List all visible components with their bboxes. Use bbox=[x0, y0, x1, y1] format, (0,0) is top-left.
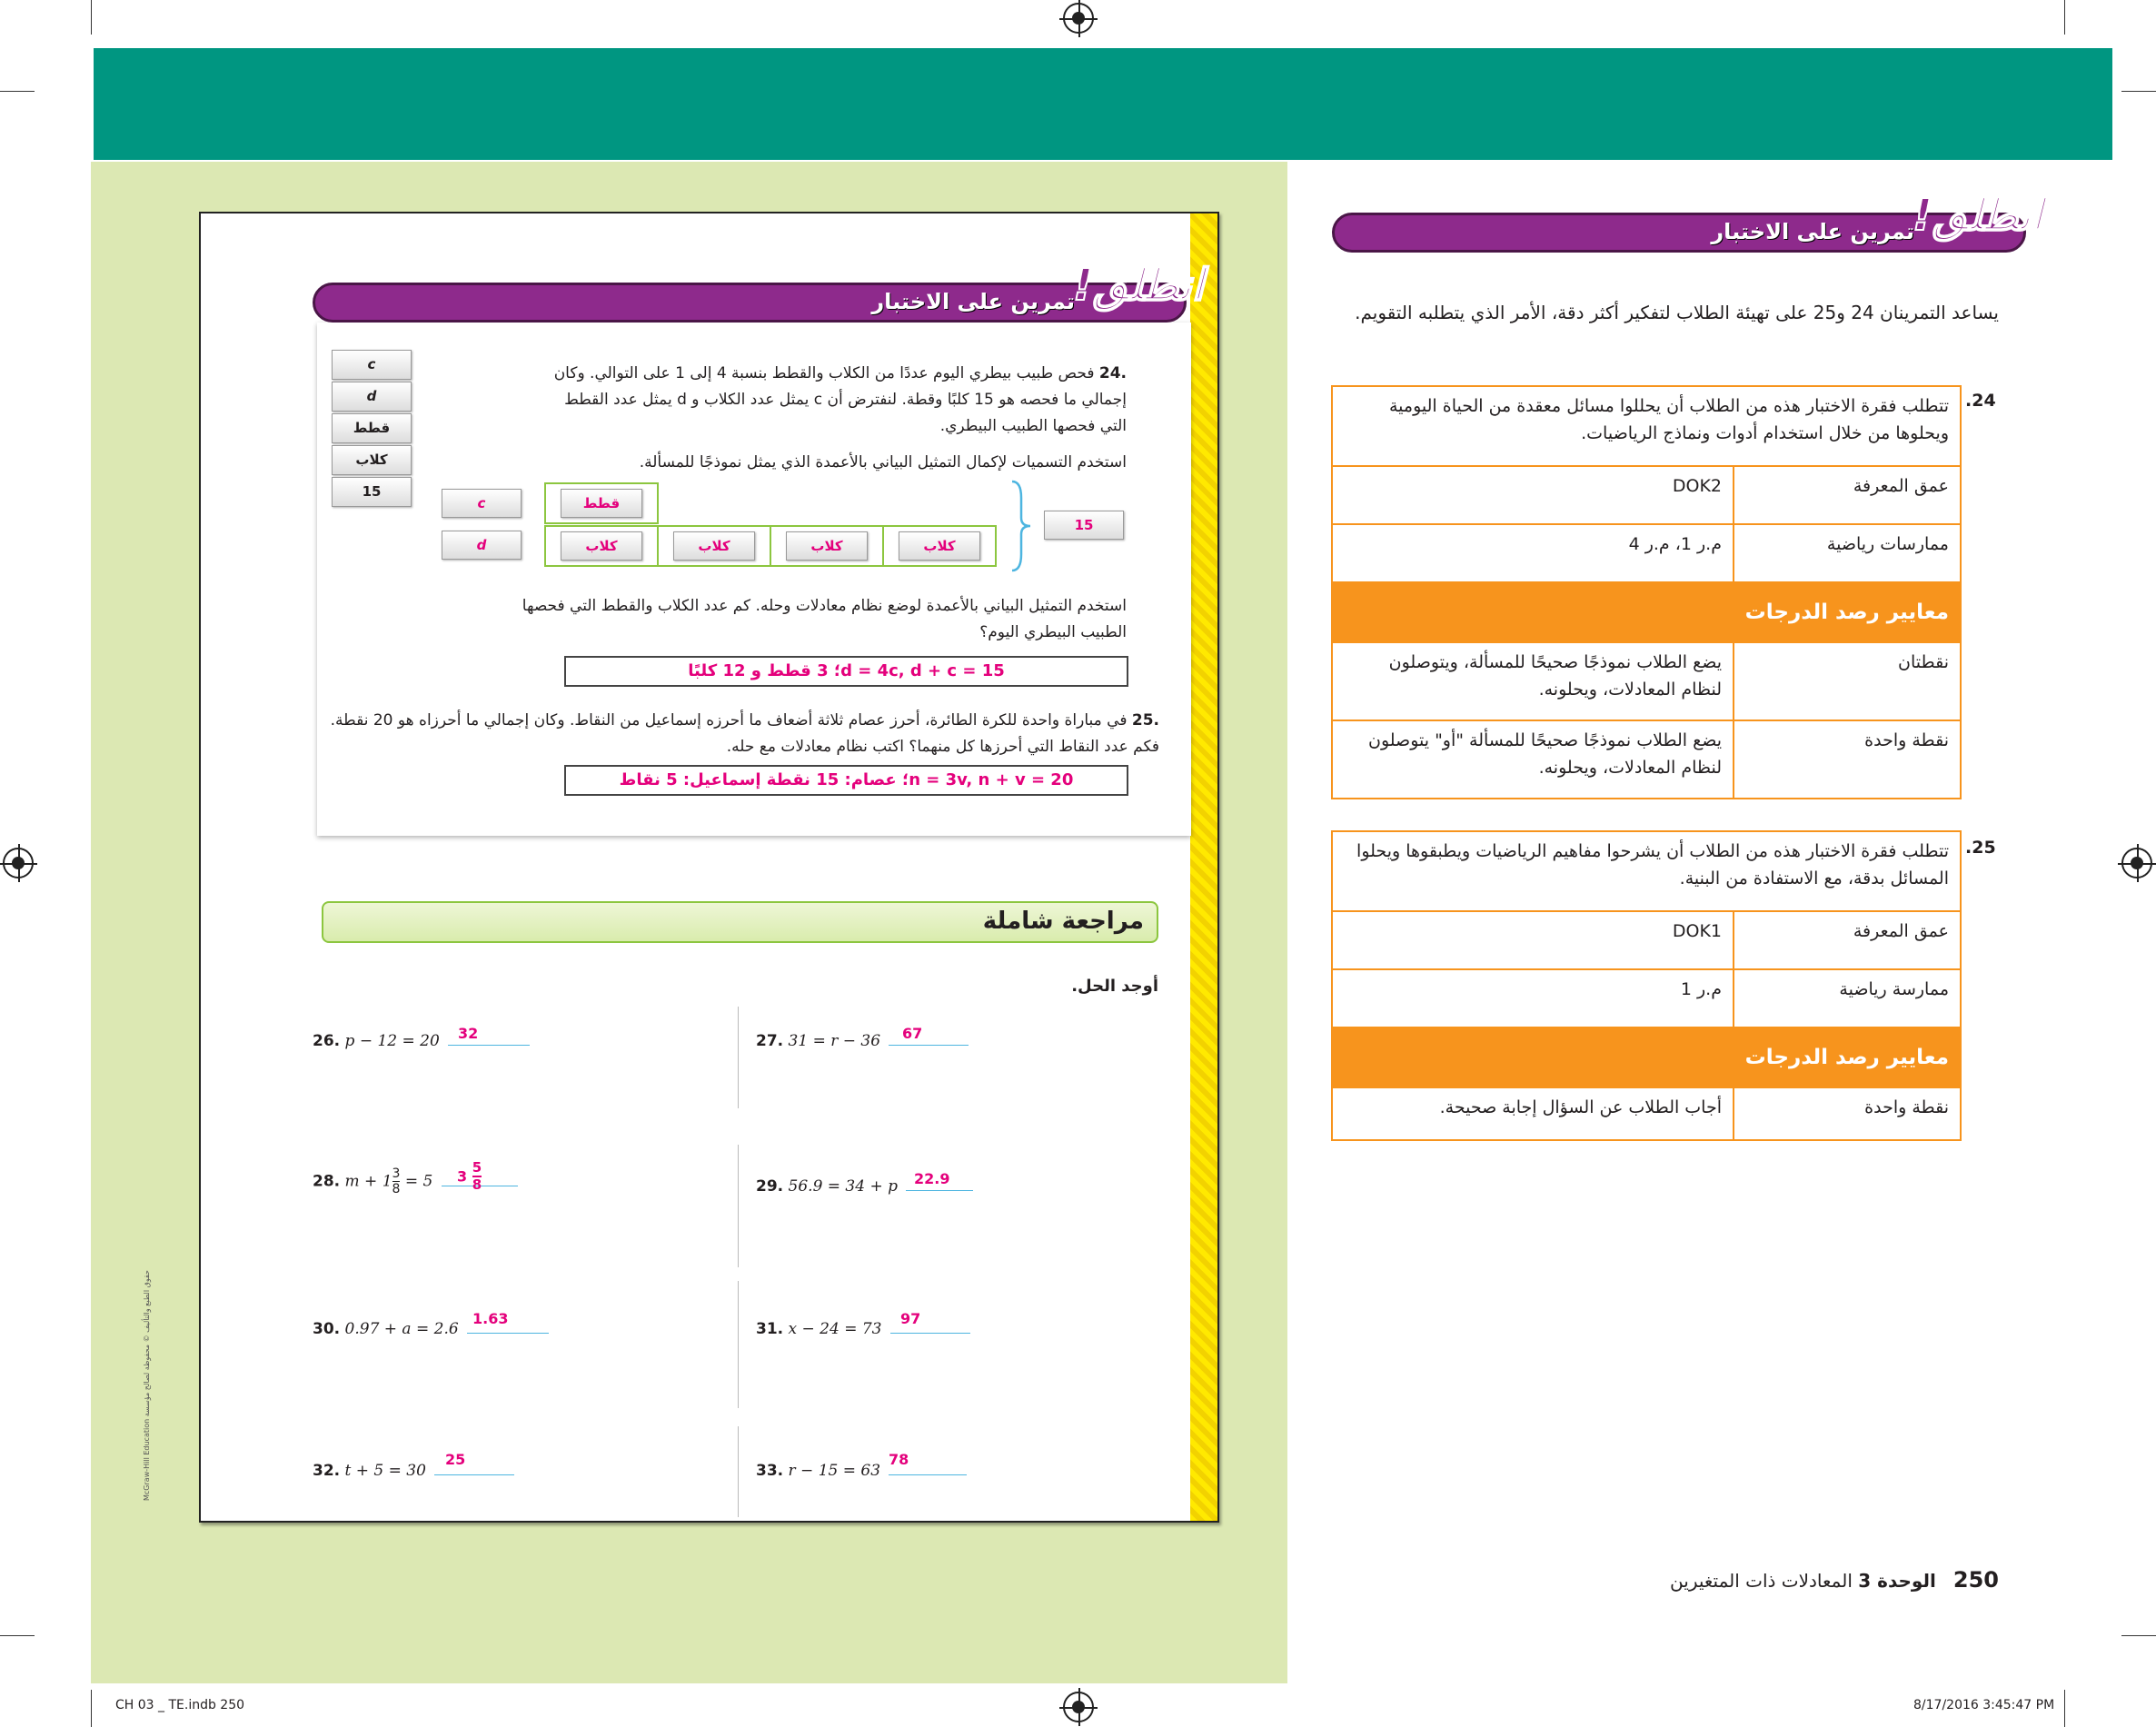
bar-dogs-cell-2 bbox=[657, 525, 771, 567]
bar-dogs-cell-4 bbox=[882, 525, 997, 567]
t24-rubric-header: معايير رصد الدرجات bbox=[1332, 582, 1961, 642]
right-intro: يساعد التمرينان 24 و25 على تهيئة الطلاب لتفكير أكثر دقة، الأمر الذي يتطلبه التقويم. bbox=[1355, 302, 1999, 323]
crop-mark bbox=[2121, 91, 2156, 92]
problem-equation: 31 = r − 36 bbox=[788, 1032, 881, 1050]
page-footer bbox=[1545, 1567, 1999, 1593]
bar-dogs-cell-1 bbox=[544, 525, 659, 567]
review-title: مراجعة شاملة bbox=[982, 908, 1144, 935]
t24-r1-text: يضع الطلاب نموذجًا صحيحًا للمسألة، ويتوصلون لنظام المعادلات، ويحلونه. bbox=[1332, 642, 1734, 720]
answer-26: 32 bbox=[458, 1025, 479, 1042]
q24-text bbox=[536, 361, 1127, 440]
problem-number: 28. bbox=[313, 1172, 341, 1191]
t24-practice-value: م.ر 1، م.ر 4 bbox=[1332, 524, 1734, 582]
t24-dok-value: DOK2 bbox=[1332, 466, 1734, 524]
left-banner-text: تمرين على الاختبار bbox=[871, 289, 1075, 314]
answer-line[interactable] bbox=[906, 1190, 973, 1191]
problem-equation: r − 15 = 63 bbox=[788, 1462, 881, 1480]
bar-model-var-d[interactable]: d bbox=[442, 531, 522, 560]
label-tile-d[interactable]: d bbox=[332, 382, 412, 412]
q24-instruction-1: استخدم التسميات لإكمال التمثيل البياني بالأعمدة الذي يمثل نموذجًا للمسألة. bbox=[639, 453, 1127, 471]
t25-dok-value: DOK1 bbox=[1332, 911, 1734, 969]
q25-body: في مباراة واحدة للكرة الطائرة، أحرز عصام ثلاثة أضعاف ما أحرزه إسماعيل من النقاط. وكان إجمالي ما أحرزاه هو 20 نقطة. فكم عدد النقاط التي أحرزها كل منهما؟ اكتب نظام معادلات مع حله. bbox=[330, 711, 1159, 756]
column-divider bbox=[738, 1145, 739, 1267]
crop-mark bbox=[2064, 0, 2065, 35]
bar-dogs-slot-1[interactable]: كلاب bbox=[561, 531, 642, 561]
q24-instruction-2: استخدم التمثيل البياني بالأعمدة لوضع نظام معادلات وحله. كم عدد الكلاب والقطط التي فحصها الطبيب البيطري اليوم؟ bbox=[522, 597, 1127, 641]
bar-cats-slot[interactable]: قطط bbox=[561, 489, 642, 518]
problem-28 bbox=[313, 1166, 518, 1196]
slug-datetime: 8/17/2016 3:45:47 PM bbox=[1913, 1698, 2055, 1712]
review-banner bbox=[322, 901, 1158, 943]
crop-mark bbox=[0, 1635, 35, 1636]
problem-number: 30. bbox=[313, 1320, 341, 1338]
registration-mark-left bbox=[3, 848, 34, 878]
rubric-24 bbox=[1331, 385, 1962, 799]
answer-31: 97 bbox=[900, 1310, 921, 1327]
column-divider bbox=[738, 1281, 739, 1408]
problem-equation-pre: m + 1 bbox=[344, 1172, 392, 1191]
problem-number: 29. bbox=[756, 1177, 784, 1196]
t25-r1-text: أجاب الطلاب عن السؤال إجابة صحيحة. bbox=[1332, 1087, 1734, 1140]
registration-mark-bottom bbox=[1063, 1692, 1094, 1722]
problem-31 bbox=[756, 1320, 970, 1338]
problem-33 bbox=[756, 1462, 967, 1480]
column-divider bbox=[738, 1007, 739, 1108]
problem-27 bbox=[756, 1032, 969, 1050]
t24-practice-label: ممارسات رياضية bbox=[1734, 524, 1961, 582]
unit-label: الوحدة 3 bbox=[1858, 1570, 1936, 1592]
bar-cats-cell bbox=[544, 482, 659, 524]
slug-file: CH 03 _ TE.indb 250 bbox=[115, 1698, 245, 1712]
t25-dok-label: عمق المعرفة bbox=[1734, 911, 1961, 969]
problem-26 bbox=[313, 1032, 530, 1050]
answer-32: 25 bbox=[445, 1451, 466, 1468]
answer-28-numerator: 5 bbox=[472, 1159, 482, 1176]
bar-model-var-c[interactable]: c bbox=[442, 489, 522, 518]
page-number: 250 bbox=[1952, 1567, 1999, 1593]
answer-line[interactable] bbox=[889, 1474, 967, 1475]
problem-number: 27. bbox=[756, 1032, 784, 1050]
t24-description: تتطلب فقرة الاختبار هذه من الطلاب أن يحللوا مسائل معقدة من الحياة اليومية ويحلوها من خلال استخدام أدوات ونماذج الرياضيات. bbox=[1332, 386, 1961, 466]
answer-28-denominator: 8 bbox=[472, 1176, 482, 1193]
q25-text bbox=[318, 708, 1159, 760]
t25-number: .25 bbox=[1965, 838, 1996, 858]
problem-equation: 0.97 + a = 2.6 bbox=[344, 1320, 459, 1338]
t25-practice-label: ممارسة رياضية bbox=[1734, 969, 1961, 1027]
answer-line[interactable] bbox=[889, 1045, 969, 1046]
t24-dok-label: عمق المعرفة bbox=[1734, 466, 1961, 524]
t25-description: تتطلب فقرة الاختبار هذه من الطلاب أن يشرحوا مفاهيم الرياضيات ويطبقوها ويحلوا المسائل بدقة، مع الاستفادة من البنية. bbox=[1332, 831, 1961, 911]
problem-30 bbox=[313, 1320, 549, 1338]
t25-rubric-header: معايير رصد الدرجات bbox=[1332, 1027, 1961, 1087]
label-tile-c[interactable]: c bbox=[332, 350, 412, 380]
fraction-denominator: 8 bbox=[392, 1182, 401, 1196]
crop-mark bbox=[2121, 1635, 2156, 1636]
problem-number: 33. bbox=[756, 1462, 784, 1480]
t24-r2-text: يضع الطلاب نموذجًا صحيحًا للمسألة "أو" يتوصلون لنظام المعادلات، ويحلونه. bbox=[1332, 720, 1734, 799]
q24-number: .24 bbox=[1098, 364, 1127, 382]
t24-r2-score: نقطة واحدة bbox=[1734, 720, 1961, 799]
column-divider bbox=[738, 1426, 739, 1517]
problem-equation: 56.9 = 34 + p bbox=[788, 1177, 899, 1196]
label-tile-15[interactable]: 15 bbox=[332, 477, 412, 507]
answer-33: 78 bbox=[889, 1451, 909, 1468]
right-banner-text: تمرين على الاختبار bbox=[1711, 219, 1914, 244]
registration-mark-right bbox=[2121, 848, 2152, 878]
crop-mark bbox=[91, 0, 92, 35]
unit-title: المعادلات ذات المتغيرين bbox=[1670, 1570, 1853, 1592]
t24-r1-score: نقطتان bbox=[1734, 642, 1961, 720]
label-tile-cats[interactable]: قطط bbox=[332, 413, 412, 443]
answer-30: 1.63 bbox=[472, 1310, 509, 1327]
bar-dogs-cell-3 bbox=[770, 525, 884, 567]
fraction-numerator: 3 bbox=[392, 1166, 401, 1181]
yellow-stripe bbox=[1190, 213, 1217, 1521]
t25-r1-score: نقطة واحدة bbox=[1734, 1087, 1961, 1140]
answer-line[interactable] bbox=[448, 1045, 530, 1046]
q25-answer[interactable]: n = 3v, n + v = 20؛ عصام: 15 نقطة إسماعيل: 5 نقاط bbox=[564, 765, 1128, 796]
bar-dogs-slot-2[interactable]: كلاب bbox=[673, 531, 755, 561]
q25-number: .25 bbox=[1131, 711, 1159, 730]
q24-answer[interactable]: d = 4c, d + c = 15؛ 3 قطط و 12 كلبًا bbox=[564, 656, 1128, 687]
answer-28-whole: 3 bbox=[457, 1167, 468, 1186]
crop-mark bbox=[0, 91, 35, 92]
bar-model-total[interactable]: 15 bbox=[1044, 511, 1124, 540]
t24-number: .24 bbox=[1965, 391, 1996, 411]
problem-equation: p − 12 = 20 bbox=[344, 1032, 440, 1050]
left-banner bbox=[313, 260, 1204, 323]
crop-mark bbox=[91, 1690, 92, 1727]
problem-equation-post: = 5 bbox=[404, 1172, 433, 1191]
answer-28 bbox=[457, 1160, 482, 1193]
label-tile-dogs[interactable]: كلاب bbox=[332, 445, 412, 475]
registration-mark-top bbox=[1063, 3, 1094, 34]
header-band bbox=[94, 48, 2112, 160]
answer-27: 67 bbox=[902, 1025, 923, 1042]
solve-label: أوجد الحل. bbox=[1071, 977, 1158, 996]
problem-32 bbox=[313, 1462, 514, 1480]
right-banner bbox=[1332, 190, 2043, 253]
total-brace bbox=[1008, 480, 1036, 572]
answer-line[interactable] bbox=[467, 1333, 549, 1334]
right-banner-logo: انطلق! bbox=[1913, 190, 2043, 241]
answer-line[interactable] bbox=[434, 1474, 514, 1475]
problem-equation: x − 24 = 73 bbox=[788, 1320, 882, 1338]
answer-29: 22.9 bbox=[914, 1170, 950, 1187]
bar-dogs-slot-4[interactable]: كلاب bbox=[899, 531, 980, 561]
q24-body: فحص طبيب بيطري اليوم عددًا من الكلاب والقطط بنسبة 4 إلى 1 على التوالي. وكان إجمالي ما فحصه هو 15 كلبًا وقطة. لنفترض أن c يمثل عدد الكلاب و d يمثل عدد القطط التي فحصها الطبيب البيطري. bbox=[553, 364, 1127, 435]
copyright-vertical: McGraw-Hill Education حقوق الطبع والتأليف © محفوظة لصالح مؤسسة bbox=[143, 1270, 151, 1501]
problem-number: 32. bbox=[313, 1462, 341, 1480]
problem-equation: t + 5 = 30 bbox=[344, 1462, 426, 1480]
crop-mark bbox=[2064, 1690, 2065, 1727]
problem-number: 26. bbox=[313, 1032, 341, 1050]
answer-line[interactable] bbox=[890, 1333, 970, 1334]
t25-practice-value: م.ر 1 bbox=[1332, 969, 1734, 1027]
bar-dogs-slot-3[interactable]: كلاب bbox=[786, 531, 868, 561]
problem-number: 31. bbox=[756, 1320, 784, 1338]
rubric-25 bbox=[1331, 830, 1962, 1141]
left-banner-logo: انطلق! bbox=[1073, 260, 1204, 311]
